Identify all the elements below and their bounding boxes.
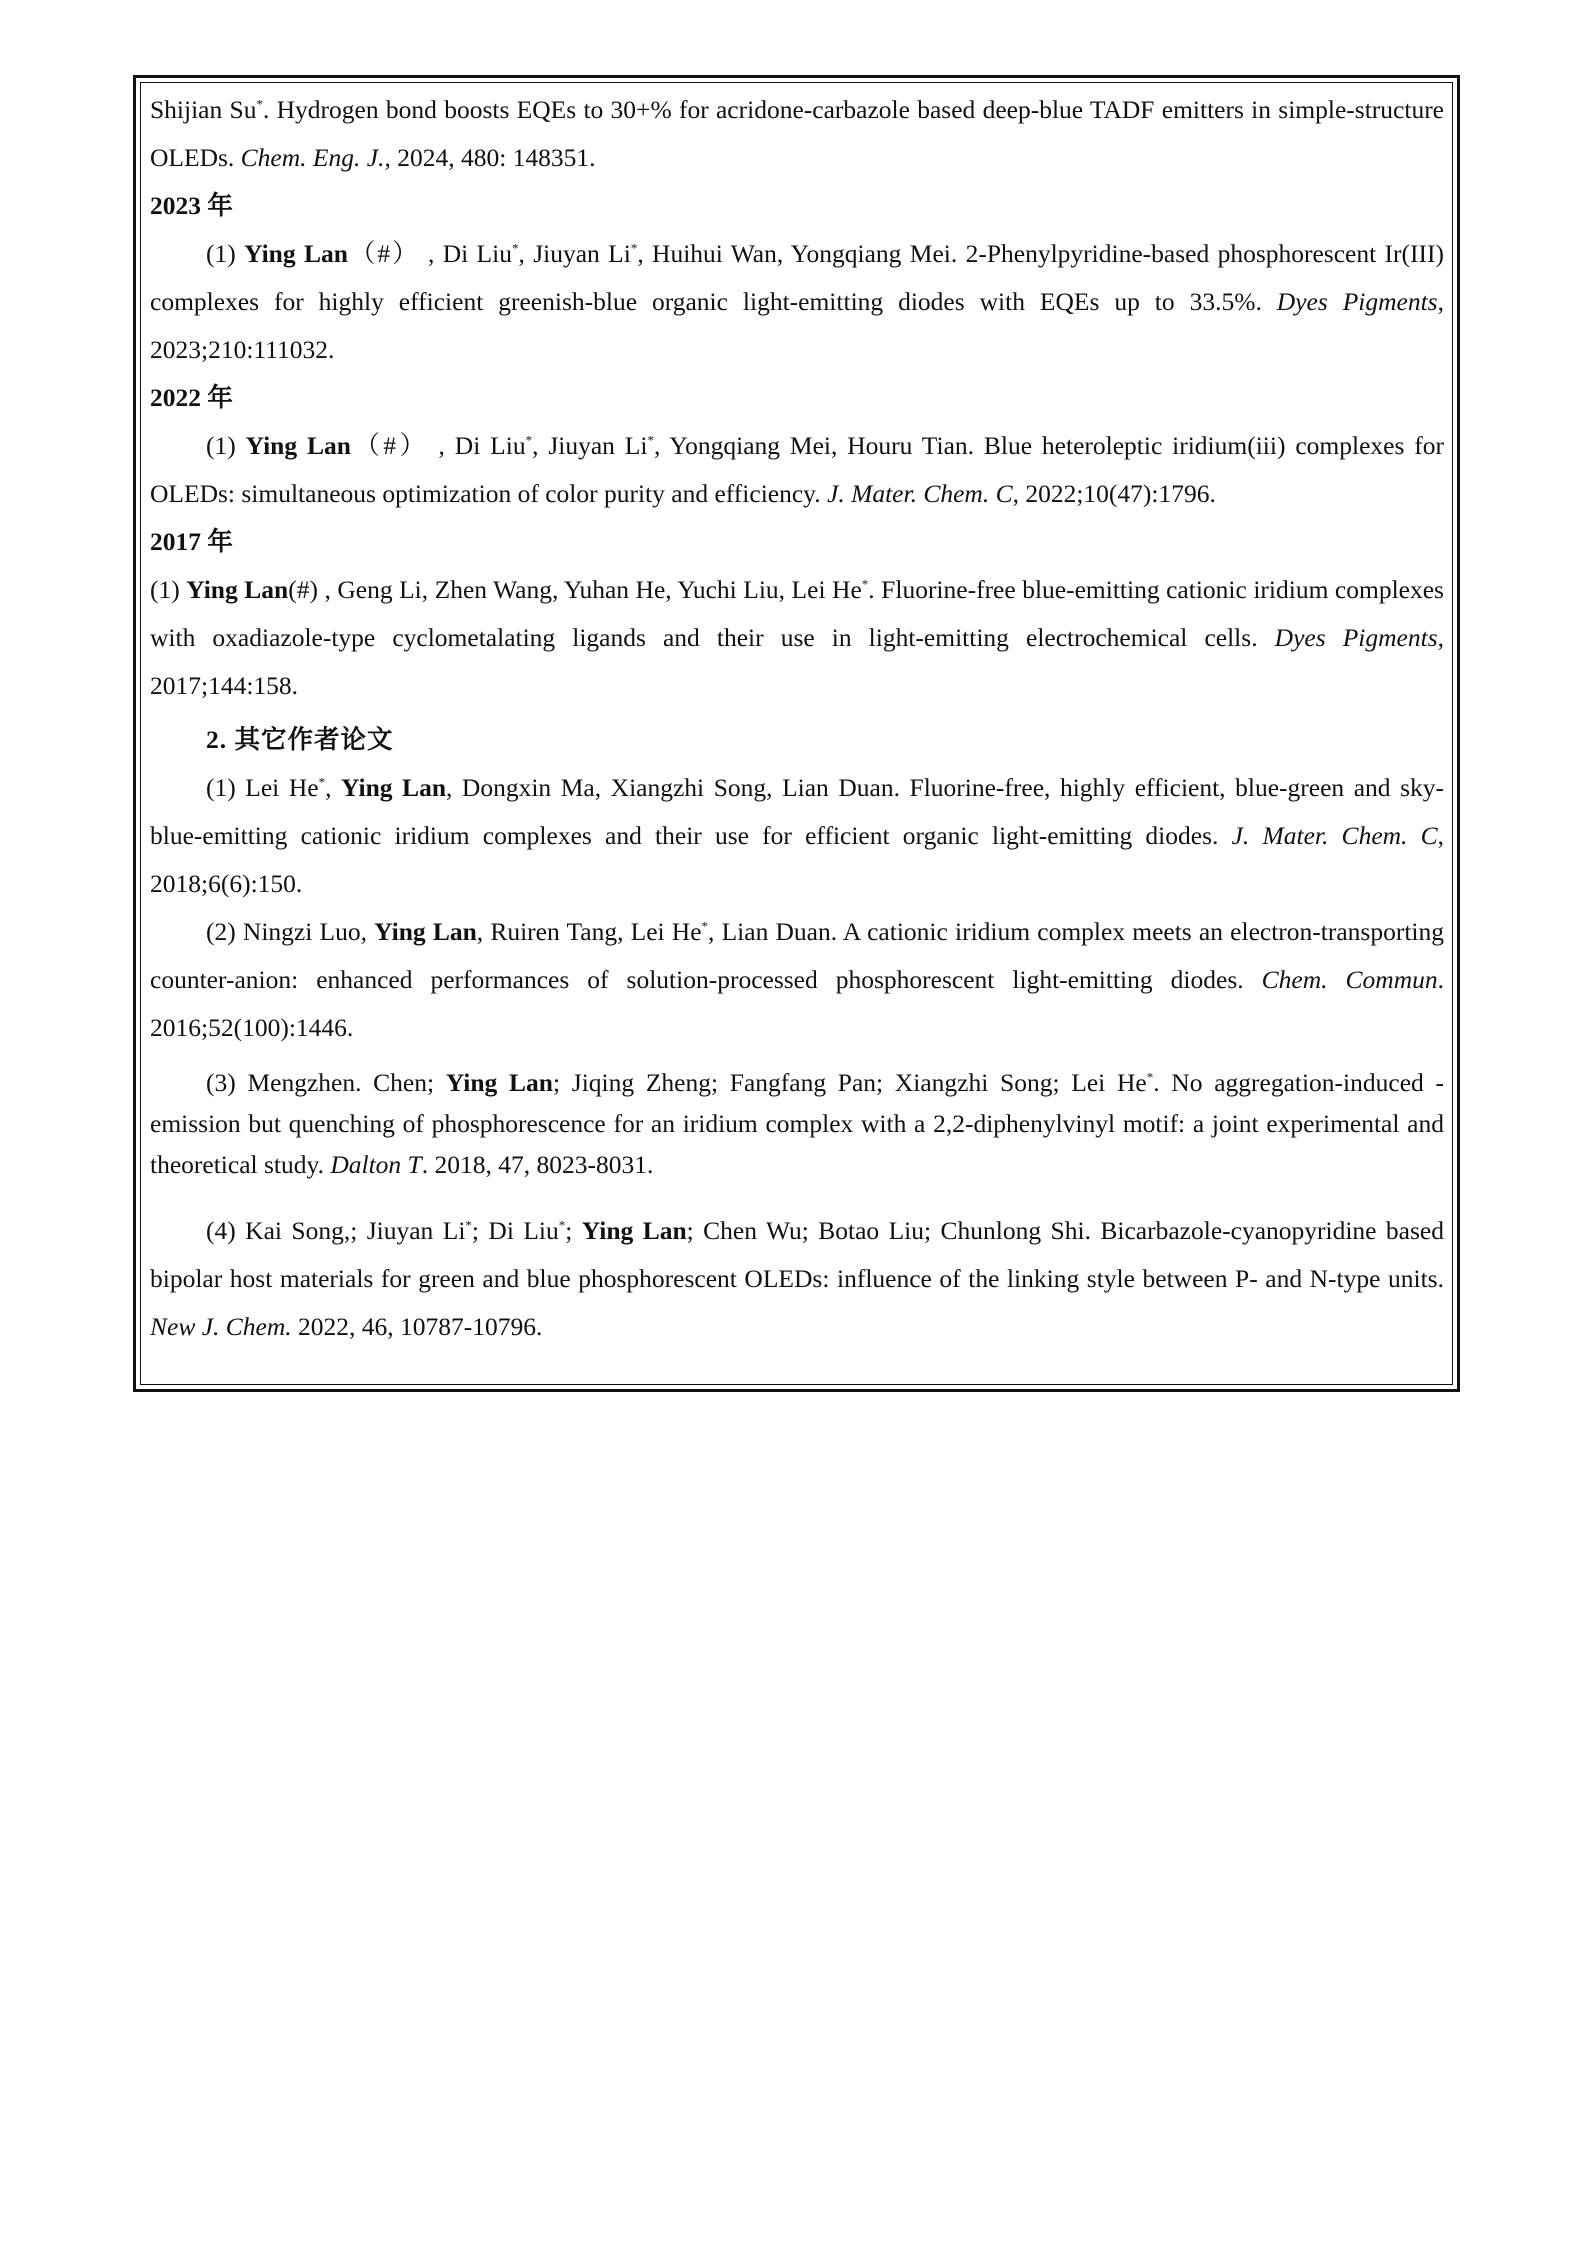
publication-entry: (3) Mengzhen. Chen; Ying Lan; Jiqing Zheng; Fangfang Pan; Xiangzhi Song; Lei He*. No aggregation-induced -emission but quenching of phosphorescence for an iridium complex with a 2,2-diphenylvinyl motif: a joint experimental and theoretical study. Dalton T. 2018, 47, 8023-8031.	[150, 1068, 1444, 1179]
publication-entry: (1) Ying Lan（#） , Di Liu*, Jiuyan Li*, Huihui Wan, Yongqiang Mei. 2-Phenylpyridine-based phosphorescent Ir(III) complexes for highly efficient greenish-blue organic light-emitting diodes with EQEs up to 33.5%. Dyes Pigments, 2023;210:111032.	[150, 239, 1444, 364]
year-heading-2023: 2023 年	[150, 191, 233, 220]
journal-name: J. Mater. Chem. C	[1231, 821, 1438, 850]
highlighted-author: Ying Lan	[445, 1068, 553, 1097]
highlighted-author: Ying Lan	[581, 1216, 687, 1245]
citation-ref: , 2024, 480: 148351.	[384, 143, 596, 172]
highlighted-author: Ying Lan	[244, 239, 348, 268]
journal-name: Chem. Eng. J.	[240, 143, 385, 172]
journal-name: Dyes Pigments	[1274, 623, 1438, 652]
highlighted-author: Ying Lan	[374, 917, 477, 946]
journal-name: Chem. Commun	[1261, 965, 1438, 994]
year-heading-2017: 2017 年	[150, 527, 233, 556]
highlighted-author: Ying Lan	[245, 431, 351, 460]
entry-text: . Hydrogen bond boosts EQEs to 30+% for acridone-carbazole based deep-blue TADF emitters in simple-structure OLEDs.	[150, 95, 1445, 172]
corresponding-mark: *	[256, 96, 263, 112]
year-heading-2022: 2022 年	[150, 383, 233, 412]
section-heading-other-author: 2. 其它作者论文	[206, 725, 394, 754]
publication-entry	[150, 86, 1444, 182]
author: Shijian Su	[150, 95, 257, 124]
journal-name: Dalton T	[330, 1150, 422, 1179]
journal-name: New J. Chem.	[150, 1312, 292, 1341]
publication-entry: (1) Lei He*, Ying Lan, Dongxin Ma, Xiangzhi Song, Lian Duan. Fluorine-free, highly efficient, blue-green and sky-blue-emitting cationic iridium complexes and their use for efficient organic light-emitting diodes. J. Mater. Chem. C, 2018;6(6):150.	[150, 773, 1445, 898]
journal-name: Dyes Pigments	[1276, 287, 1438, 316]
publication-entry: (2) Ningzi Luo, Ying Lan, Ruiren Tang, Lei He*, Lian Duan. A cationic iridium complex meets an electron-transporting counter-anion: enhanced performances of solution-processed phosphorescent light-emitting diodes. Chem. Commun. 2016;52(100):1446.	[150, 917, 1445, 1042]
highlighted-author: Ying Lan	[341, 773, 446, 802]
publication-list	[150, 86, 1444, 1351]
publication-entry: (1) Ying Lan（#） , Di Liu*, Jiuyan Li*, Yongqiang Mei, Houru Tian. Blue heteroleptic iridium(iii) complexes for OLEDs: simultaneous optimization of color purity and efficiency. J. Mater. Chem. C, 2022;10(47):1796.	[150, 431, 1444, 508]
publication-entry: (4) Kai Song,; Jiuyan Li*; Di Liu*; Ying Lan; Chen Wu; Botao Liu; Chunlong Shi. Bicarbazole-cyanopyridine based bipolar host materials for green and blue phosphorescent OLEDs: influence of the linking style between P- and N-type units. New J. Chem. 2022, 46, 10787-10796.	[150, 1216, 1444, 1341]
publication-entry: (1) Ying Lan(#) , Geng Li, Zhen Wang, Yuhan He, Yuchi Liu, Lei He*. Fluorine-free blue-emitting cationic iridium complexes with oxadiazole-type cyclometalating ligands and their use in light-emitting electrochemical cells. Dyes Pigments, 2017;144:158.	[150, 575, 1444, 700]
highlighted-author: Ying Lan	[186, 575, 289, 604]
journal-name: J. Mater. Chem. C	[827, 479, 1013, 508]
